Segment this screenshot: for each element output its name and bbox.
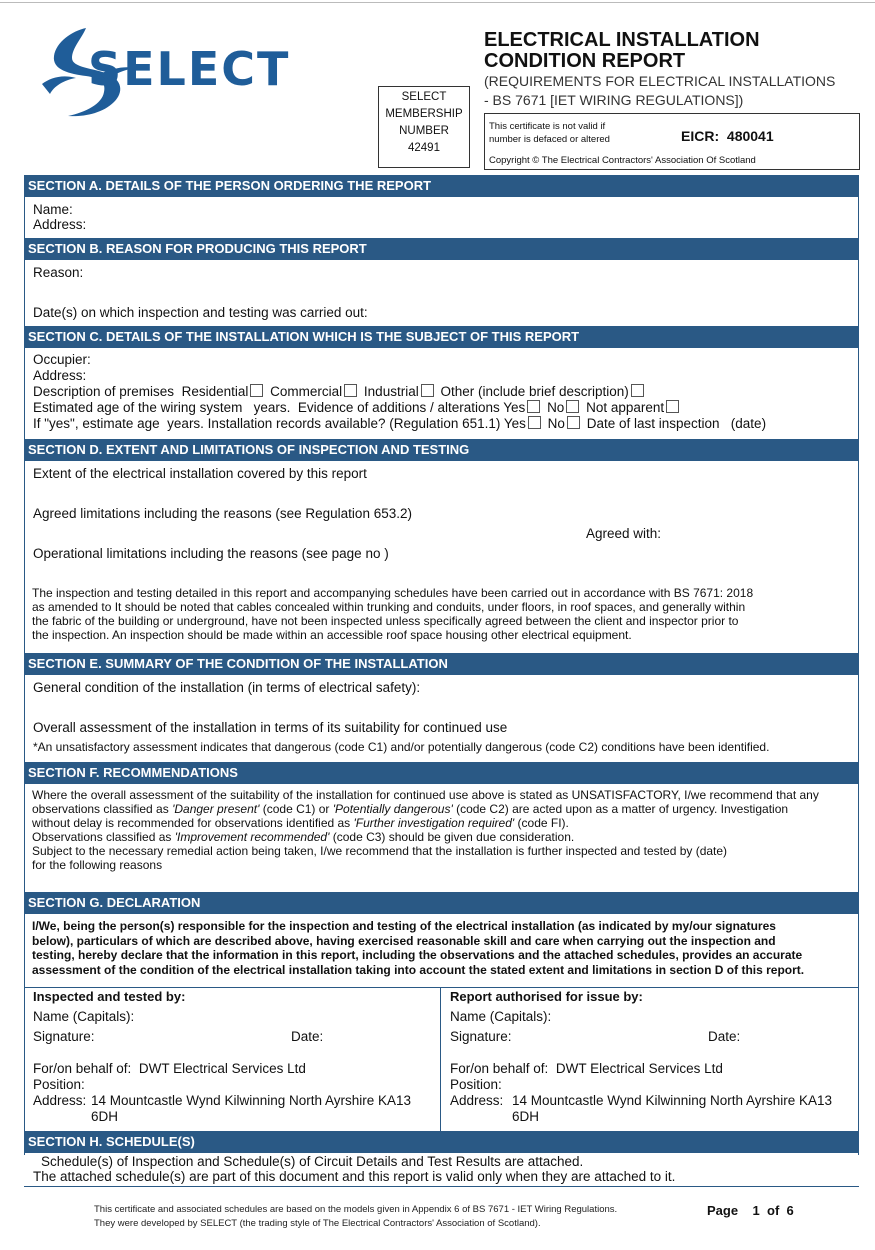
- section-a-name[interactable]: Name:: [33, 202, 73, 217]
- section-e-header: SECTION E. SUMMARY OF THE CONDITION OF THE INSTALLATION: [24, 653, 859, 675]
- section-g-header: SECTION G. DECLARATION: [24, 892, 859, 914]
- authorised-by-title: Report authorised for issue by:: [450, 989, 643, 1004]
- section-h-header: SECTION H. SCHEDULE(S): [24, 1131, 859, 1153]
- rec-line-6: for the following reasons: [32, 858, 163, 872]
- page-label: Page: [707, 1203, 739, 1218]
- recommendations-text: [32, 788, 857, 872]
- records-no-label: No: [547, 416, 565, 431]
- membership-label-3: NUMBER: [399, 125, 449, 137]
- not-apparent-label: Not apparent: [586, 400, 665, 415]
- inspector-signature-field[interactable]: Signature:: [33, 1029, 95, 1044]
- evidence-yes-checkbox[interactable]: [527, 400, 540, 413]
- not-apparent-checkbox[interactable]: [666, 400, 679, 413]
- title-line-2: CONDITION REPORT: [484, 50, 686, 72]
- inspector-date-field[interactable]: Date:: [291, 1029, 324, 1044]
- footer-note: [94, 1203, 617, 1231]
- rec-line-4: Observations classified as 'Improvement recommended' (code C3) should be given due consideration.: [32, 830, 575, 844]
- commercial-checkbox[interactable]: [344, 384, 357, 397]
- decl-line-1: I/We, being the person(s) responsible for the inspection and testing of the electrical installation (as indicated by my/our signatures: [32, 919, 776, 933]
- section-d-para-line-4: the inspection. An inspection should be made within an accessible roof space housing other electrical equipment.: [32, 628, 632, 642]
- evidence-label: Evidence of additions / alterations Yes: [297, 400, 526, 415]
- page-total: 6: [786, 1203, 794, 1218]
- general-condition-field[interactable]: General condition of the installation (in terms of electrical safety):: [33, 680, 421, 695]
- other-checkbox[interactable]: [631, 384, 644, 397]
- section-d-paragraph: [32, 586, 857, 642]
- declaration-text: [32, 919, 850, 977]
- certificate-number-box: [484, 113, 860, 170]
- records-no-checkbox[interactable]: [567, 416, 580, 429]
- declaration-divider: [24, 987, 859, 988]
- behalf-company: DWT Electrical Services Ltd: [555, 1061, 723, 1076]
- top-border: [0, 2, 875, 3]
- schedules-line-1: Schedule(s) of Inspection and Schedule(s) of Circuit Details and Test Results are attached.: [41, 1154, 584, 1169]
- membership-number: 42491: [408, 142, 440, 154]
- title-line-1: ELECTRICAL INSTALLATION: [484, 29, 760, 51]
- authoriser-address-line-1: 14 Mountcastle Wynd Kilwinning North Ayrshire KA13: [512, 1093, 833, 1108]
- years-label: years.: [253, 400, 291, 415]
- agreed-limitations-field[interactable]: Agreed limitations including the reasons (see Regulation 653.2): [33, 506, 412, 521]
- records-yes-checkbox[interactable]: [528, 416, 541, 429]
- copyright: Copyright © The Electrical Contractors' Association Of Scotland: [489, 155, 756, 166]
- rec-line-1: Where the overall assessment of the suitability of the installation for continued use above is stated as UNSATISFACTORY, I/we recommend that any: [32, 788, 819, 802]
- section-d-para-line-2: as amended to It should be noted that cables concealed within trunking and conduits, under floors, in roof spaces, and generally within: [32, 600, 746, 614]
- records-row: [33, 416, 766, 432]
- footer-line-1: This certificate and associated schedules are based on the models given in Appendix 6 of BS 7671 - IET Wiring Regulations.: [94, 1204, 618, 1215]
- industrial-label: Industrial: [363, 384, 419, 399]
- report-subtitle: [484, 72, 864, 110]
- inspected-by-title: Inspected and tested by:: [33, 989, 186, 1004]
- footer-line-2: They were developed by SELECT (the trading style of The Electrical Contractors' Association of Scotland).: [94, 1218, 541, 1229]
- eicr-label: EICR:: [681, 128, 720, 144]
- section-b-reason[interactable]: Reason:: [33, 265, 84, 280]
- page-current: 1: [752, 1203, 760, 1218]
- eicr-number: [681, 128, 774, 144]
- subtitle-line-1: (REQUIREMENTS FOR ELECTRICAL INSTALLATIONS: [484, 73, 836, 89]
- est-age-label: Estimated age of the wiring system: [33, 400, 243, 415]
- overall-assessment-field[interactable]: Overall assessment of the installation in terms of its suitability for continued use: [33, 720, 508, 735]
- inspector-address-line-1: 14 Mountcastle Wynd Kilwinning North Ayrshire KA13: [91, 1093, 412, 1108]
- membership-label-1: SELECT: [401, 91, 447, 103]
- signature-column-divider: [440, 987, 441, 1131]
- brand-name: SELECT: [88, 42, 291, 96]
- section-c-header: SECTION C. DETAILS OF THE INSTALLATION WHICH IS THE SUBJECT OF THIS REPORT: [24, 326, 859, 348]
- page-of: of: [767, 1203, 780, 1218]
- commercial-label: Commercial: [270, 384, 343, 399]
- inspector-behalf: [33, 1061, 306, 1077]
- if-yes-label: If "yes", estimate age: [33, 416, 160, 431]
- behalf-company: DWT Electrical Services Ltd: [138, 1061, 306, 1076]
- validity-note: [489, 120, 659, 146]
- evidence-no-label: No: [547, 400, 565, 415]
- authoriser-address-line-2: 6DH: [512, 1109, 540, 1124]
- section-d-header: SECTION D. EXTENT AND LIMITATIONS OF INSPECTION AND TESTING: [24, 439, 859, 461]
- section-b-dates[interactable]: Date(s) on which inspection and testing was carried out:: [33, 305, 368, 320]
- validity-line-1: This certificate is not valid if: [489, 121, 606, 132]
- section-d-para-line-3: the fabric of the building or underground, have not been inspected unless specifically agreed between the client and inspector prior to: [32, 614, 739, 628]
- inspector-name-field[interactable]: Name (Capitals):: [33, 1009, 135, 1024]
- authoriser-signature-field[interactable]: Signature:: [450, 1029, 512, 1044]
- section-c-occupier[interactable]: Occupier:: [33, 352, 91, 367]
- authoriser-date-field[interactable]: Date:: [708, 1029, 741, 1044]
- wiring-age-row: [33, 400, 682, 416]
- membership-box: [378, 86, 470, 168]
- section-c-address[interactable]: Address:: [33, 368, 87, 383]
- last-inspection-label: Date of last inspection: [586, 416, 720, 431]
- behalf-label: For/on behalf of:: [33, 1061, 132, 1076]
- evidence-no-checkbox[interactable]: [566, 400, 579, 413]
- authoriser-name-field[interactable]: Name (Capitals):: [450, 1009, 552, 1024]
- unsatisfactory-note: *An unsatisfactory assessment indicates that dangerous (code C1) and/or potentially dangerous (code C2) conditions have been identified.: [33, 740, 770, 754]
- decl-line-2: below), particulars of which are described above, having exercised reasonable skill and care when carrying out the inspection and: [32, 933, 776, 948]
- inspector-address-label: Address:: [33, 1093, 87, 1108]
- membership-label-2: MEMBERSHIP: [385, 108, 463, 120]
- section-b-header: SECTION B. REASON FOR PRODUCING THIS REPORT: [24, 238, 859, 260]
- decl-line-3: testing, hereby declare that the information in this report, including the observations and the attached schedules, provides an accurate: [32, 948, 803, 962]
- rec-line-3: without delay is recommended for observations identified as 'Further investigation required' (code FI).: [32, 816, 569, 830]
- inspector-position-field[interactable]: Position:: [33, 1077, 85, 1092]
- rec-line-5: Subject to the necessary remedial action being taken, I/we recommend that the installation is further inspected and tested by (date): [32, 844, 728, 858]
- page-number: [707, 1203, 794, 1218]
- authoriser-behalf: [450, 1061, 723, 1077]
- inspector-address-line-2: 6DH: [91, 1109, 119, 1124]
- section-d-para-line-1: The inspection and testing detailed in this report and accompanying schedules have been carried out in accordance with BS 7671: 2018: [32, 586, 754, 600]
- form-bottom-border: [24, 1186, 859, 1187]
- schedules-line-2: The attached schedule(s) are part of this document and this report is valid only when they are attached to it.: [33, 1169, 676, 1184]
- other-label: Other (include brief description): [440, 384, 629, 399]
- premises-row: [33, 384, 647, 400]
- industrial-checkbox[interactable]: [421, 384, 434, 397]
- rec-line-2: observations classified as 'Danger present' (code C1) or 'Potentially dangerous' (code C2) are acted upon as a matter of urgency. Investigation: [32, 802, 789, 816]
- agreed-with-field[interactable]: Agreed with:: [586, 526, 662, 541]
- operational-limitations-field[interactable]: Operational limitations including the reasons (see page no ): [33, 546, 389, 561]
- section-a-address[interactable]: Address:: [33, 217, 87, 232]
- subtitle-line-2: - BS 7671 [IET WIRING REGULATIONS]): [484, 92, 744, 108]
- eicr-value: 480041: [726, 128, 774, 144]
- validity-line-2: number is defaced or altered: [489, 134, 610, 145]
- last-inspection-date[interactable]: (date): [730, 416, 767, 431]
- extent-field[interactable]: Extent of the electrical installation covered by this report: [33, 466, 367, 481]
- behalf-label: For/on behalf of:: [450, 1061, 549, 1076]
- section-f-header: SECTION F. RECOMMENDATIONS: [24, 762, 859, 784]
- records-label: years. Installation records available? (Regulation 651.1) Yes: [167, 416, 526, 431]
- authoriser-address-label: Address:: [450, 1093, 504, 1108]
- decl-line-4: assessment of the condition of the electrical installation taking into account the stated extent and limitations in section D of this report.: [32, 962, 805, 977]
- premises-label: Description of premises: [33, 384, 175, 399]
- residential-checkbox[interactable]: [250, 384, 263, 397]
- residential-label: Residential: [181, 384, 249, 399]
- section-a-header: SECTION A. DETAILS OF THE PERSON ORDERING THE REPORT: [24, 175, 859, 197]
- authoriser-position-field[interactable]: Position:: [450, 1077, 502, 1092]
- report-title: [484, 30, 864, 72]
